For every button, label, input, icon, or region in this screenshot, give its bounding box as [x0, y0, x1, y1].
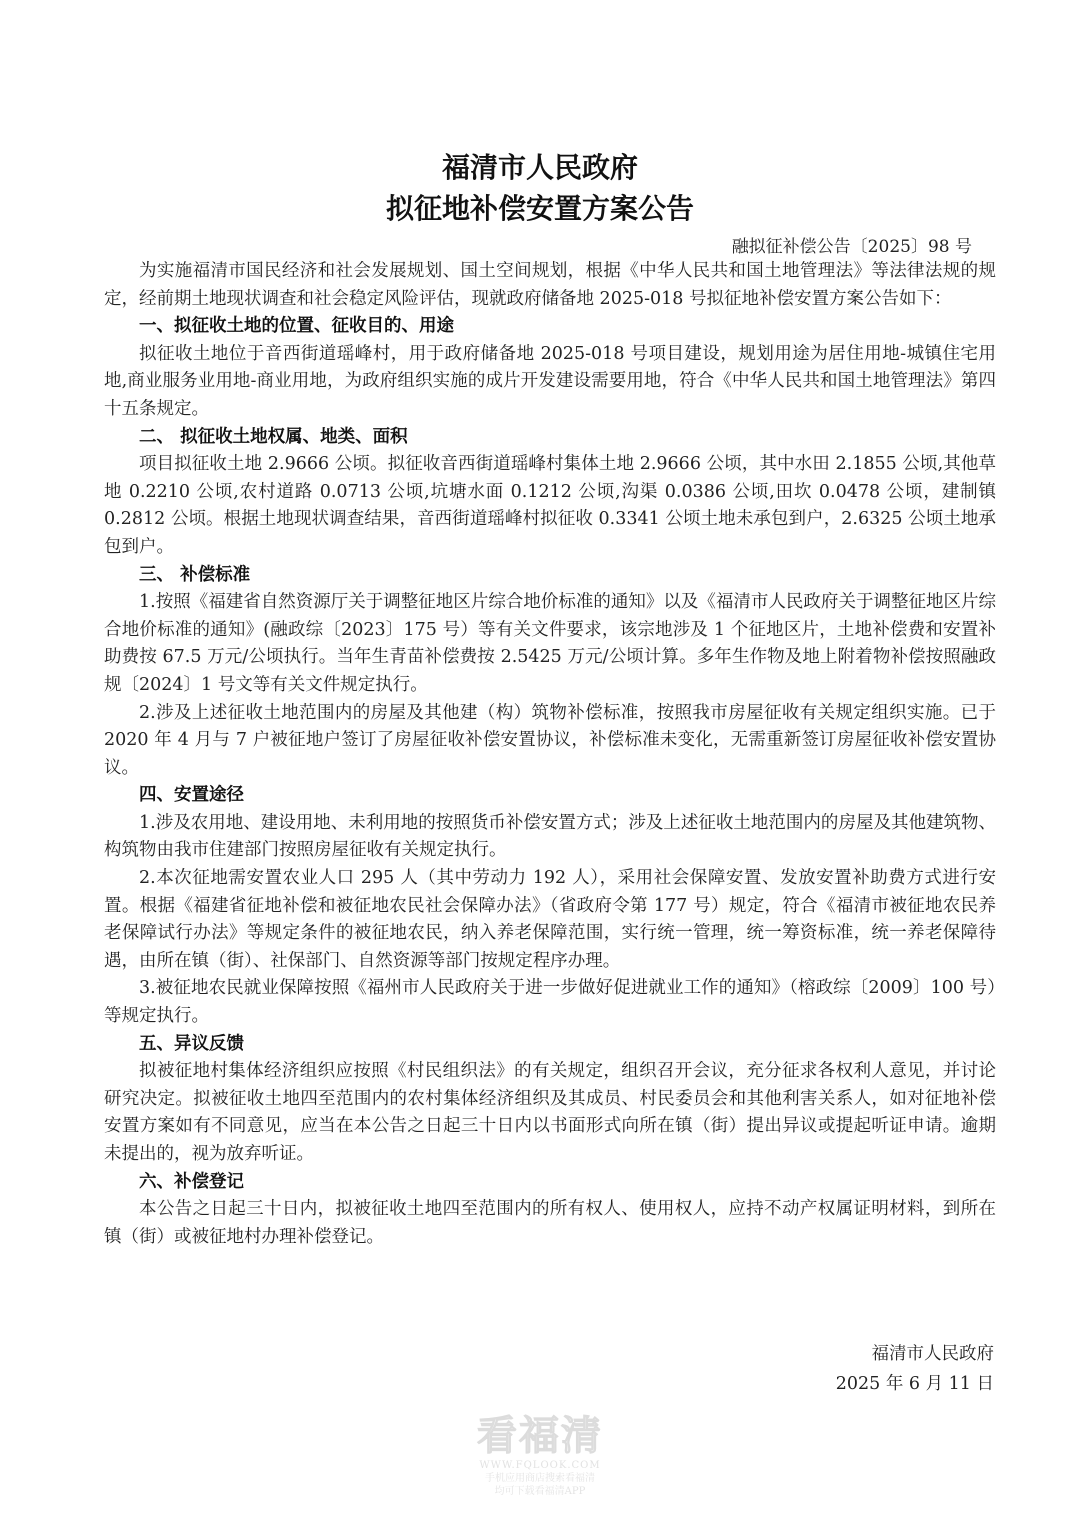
- document-body: [104, 258, 996, 1251]
- signature-organization: 福清市人民政府: [871, 1344, 994, 1364]
- section-heading: 六、补偿登记: [139, 1171, 244, 1192]
- section-heading: 一、拟征收土地的位置、征收目的、用途: [139, 316, 454, 337]
- section-paragraph: 拟被征地村集体经济组织应按照《村民组织法》的有关规定，组织召开会议，充分征求各权利人意见，并讨论研究决定。拟被征收土地四至范围内的农村集体经济组织及其成员、村民委员会和其他利害关系人，如对征地补偿安置方案如有不同意见，应当在本公告之日起三十日内以书面形式向所在镇（街）提出异议或提起听证申请。逾期未提出的，视为放弃听证。: [104, 1061, 996, 1164]
- section-paragraph: 拟征收土地位于音西街道瑶峰村，用于政府储备地 2025-018 号项目建设，规划用途为居住用地-城镇住宅用地,商业服务业用地-商业用地，为政府组织实施的成片开发建设需要用地，符合《中华人民共和国土地管理法》第四十五条规定。: [104, 343, 996, 419]
- watermark-tagline: 手机应用商店搜索看福清: [485, 1473, 595, 1484]
- section-heading: 二、 拟征收土地权属、地类、面积: [139, 426, 408, 447]
- issuer-title: 福清市人民政府: [441, 151, 638, 184]
- announcement-title: 拟征地补偿安置方案公告: [385, 192, 694, 225]
- section-paragraph: 2.本次征地需安置农业人口 295 人（其中劳动力 192 人），采用社会保障安置、发放安置补助费方式进行安置。根据《福建省征地补偿和被征地农民社会保障办法》（省政府令第 177 号）规定，符合《福清市被征地农民养老保障试行办法》等规定条件的被征地农民，纳入养老保障范围，实行统一管理，统一筹资标准，统一养老保障待遇，由所在镇（街）、社保部门、自然资源等部门按规定程序办理。: [104, 868, 996, 971]
- section-heading: 五、异议反馈: [139, 1033, 244, 1054]
- intro-paragraph: 为实施福清市国民经济和社会发展规划、国土空间规划，根据《中华人民共和国土地管理法》等法律法规的规定，经前期土地现状调查和社会稳定风险评估，现就政府储备地 2025-018 号拟征地补偿安置方案公告如下：: [104, 261, 996, 309]
- document-number: 融拟征补偿公告〔2025〕98 号: [731, 237, 972, 257]
- section-heading: 四、安置途径: [139, 785, 244, 806]
- section-paragraph: 1.按照《福建省自然资源厅关于调整征地区片综合地价标准的通知》以及《福清市人民政府关于调整征地区片综合地价标准的通知》(融政综〔2023〕175 号）等有关文件要求，该宗地涉及 1 个征地区片，土地补偿费和安置补助费按 67.5 万元/公顷执行。当年生青苗补偿费按 2.5425 万元/公顷计算。多年生作物及地上附着物补偿按照融政规〔2024〕1 号文等有关文件规定执行。: [104, 592, 996, 695]
- section-paragraph: 本公告之日起三十日内，拟被征收土地四至范围内的所有权人、使用权人，应持不动产权属证明材料，到所在镇（街）或被征地村办理补偿登记。: [104, 1199, 996, 1247]
- signature-date: 2025 年 6 月 11 日: [835, 1374, 994, 1394]
- section-paragraph: 1.涉及农用地、建设用地、未利用地的按照货币补偿安置方式；涉及上述征收土地范围内的房屋及其他建筑物、构筑物由我市住建部门按照房屋征收有关规定执行。: [104, 812, 996, 861]
- watermark-tagline: 均可下载看福清APP: [494, 1486, 586, 1497]
- watermark-url: WWW.FQLOOK.COM: [479, 1460, 601, 1471]
- watermark: [440, 1412, 640, 1498]
- section-heading: 三、 补偿标准: [139, 564, 251, 585]
- watermark-logo: 看福清: [477, 1413, 603, 1459]
- section-paragraph: 3.被征地农民就业保障按照《福州市人民政府关于进一步做好促进就业工作的通知》（榕政综〔2009〕100 号）等规定执行。: [104, 978, 996, 1027]
- section-paragraph: 项目拟征收土地 2.9666 公顷。拟征收音西街道瑶峰村集体土地 2.9666 公顷，其中水田 2.1855 公顷,其他草地 0.2210 公顷,农村道路 0.0713 公顷,坑塘水面 0.1212 公顷,沟渠 0.0386 公顷,田坎 0.0478 公顷，建制镇 0.2812 公顷。根据土地现状调查结果，音西街道瑶峰村拟征收 0.3341 公顷土地未承包到户，2.6325 公顷土地承包到户。: [104, 454, 996, 557]
- section-paragraph: 2.涉及上述征收土地范围内的房屋及其他建（构）筑物补偿标准，按照我市房屋征收有关规定组织实施。已于 2020 年 4 月与 7 户被征地户签订了房屋征收补偿安置协议，补偿标准未变化，无需重新签订房屋征收补偿安置协议。: [104, 702, 996, 778]
